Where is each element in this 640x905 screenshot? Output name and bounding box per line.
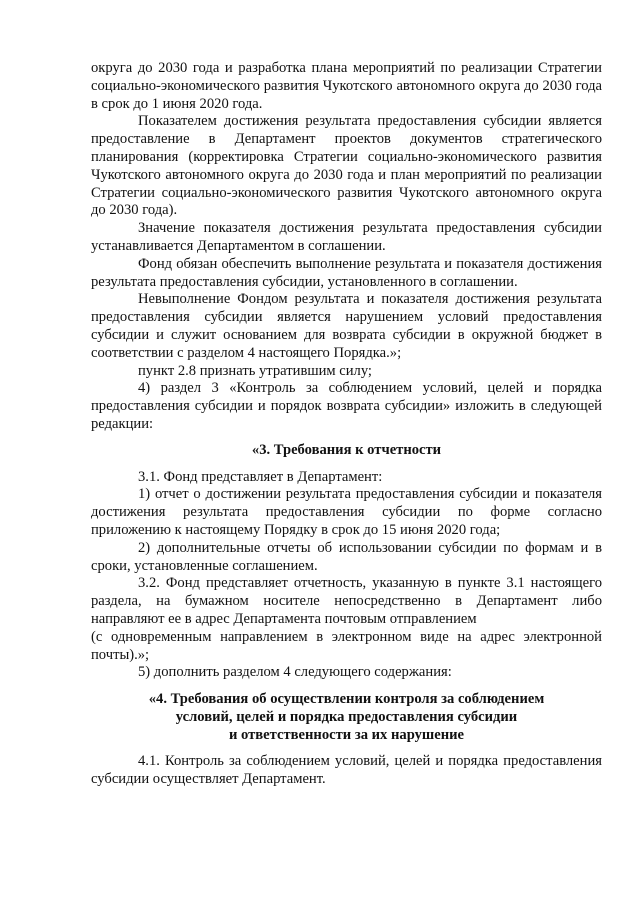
heading-section-4-line3: и ответственности за их нарушение [228, 726, 465, 743]
paragraph-3-1-1: 1) отчет о достижении результата предоставления субсидии и показателя достижения результата предоставления субсидии по форме согласно приложению к настоящему Порядку в срок до 15 июня 2020 года; [91, 486, 602, 538]
paragraph-3-1-2: 2) дополнительные отчеты об использовании субсидии по формам и в сроки, установленные соглашением. [91, 539, 602, 574]
paragraph-strategy-deadline: округа до 2030 года и разработка плана мероприятий по реализации Стратегии социально-экономического развития Чукотского автономного округа до 2030 года в срок до 1 июня 2020 года. [91, 60, 602, 112]
paragraph-3-1: 3.1. Фонд представляет в Департамент: [138, 468, 383, 485]
paragraph-indicator: Показателем достижения результата предоставления субсидии является предоставление в Департамент проектов документов стратегического планирования (корректировка Стратегии социально-экономического развития Чукотского автономного округа до 2030 года и план мероприятий по реализации Стратегии социально-экономического развития Чукотского автономного округа до 2030 года). [91, 113, 602, 219]
document-page [91, 60, 602, 789]
heading-section-3: «3. Требования к отчетности [251, 441, 442, 458]
paragraph-indicator-value: Значение показателя достижения результата предоставления субсидии устанавливается Департаментом в соглашении. [91, 220, 602, 254]
paragraph-nonfulfillment: Невыполнение Фондом результата и показателя достижения результата предоставления субсидии является нарушением условий предоставления субсидии и служит основанием для возврата субсидии в окружной бюджет в соответствии с разделом 4 настоящего Порядка.»; [91, 291, 602, 361]
heading-section-4-line2: условий, целей и порядка предоставления субсидии [175, 708, 518, 725]
paragraph-3-2: 3.2. Фонд представляет отчетность, указанную в пункте 3.1 настоящего раздела, на бумажном носителе непосредственно в Департамент либо направляют ее в адрес Департамента почтовым отправлением [91, 575, 602, 627]
heading-section-4 [91, 691, 602, 744]
paragraph-fund-obligation: Фонд обязан обеспечить выполнение результата и показателя достижения результата предоставления субсидии, установленного в соглашении. [91, 255, 602, 290]
paragraph-section-3-amend: 4) раздел 3 «Контроль за соблюдением условий, целей и порядка предоставления субсидии и порядок возврата субсидии» изложить в следующей редакции: [91, 380, 602, 432]
paragraph-4-1: 4.1. Контроль за соблюдением условий, целей и порядка предоставления субсидии осуществляет Департамент. [91, 753, 602, 788]
paragraph-clause-2-8: пункт 2.8 признать утратившим силу; [138, 362, 372, 379]
heading-section-4-line1: «4. Требования об осуществлении контроля за соблюдением [148, 691, 545, 708]
paragraph-add-section-4: 5) дополнить разделом 4 следующего содержания: [138, 664, 452, 681]
paragraph-3-2-cont: (с одновременным направлением в электронном виде на адрес электронной почты).»; [91, 628, 602, 663]
